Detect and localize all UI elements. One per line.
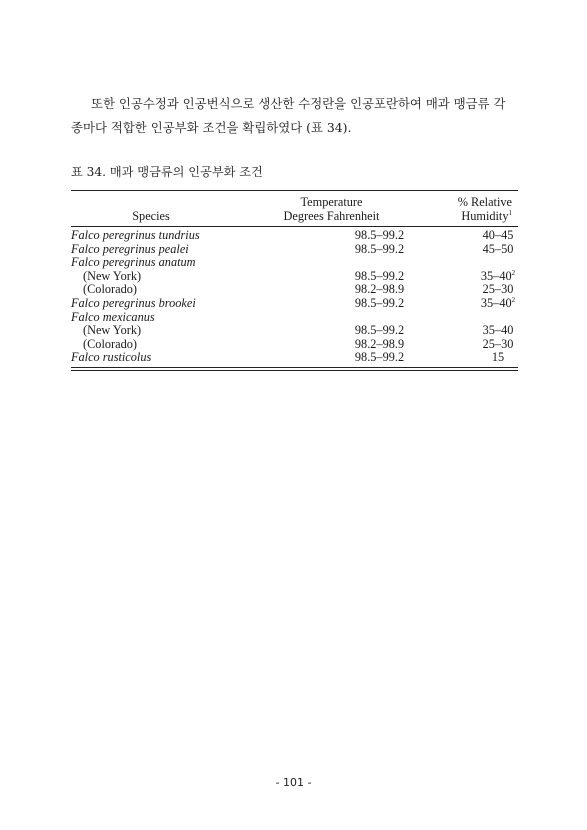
cell-humidity-value: 15 [491, 350, 505, 365]
header-humidity-footnote: 1 [508, 209, 512, 217]
header-humidity [432, 191, 518, 226]
cell-humidity-value: 40–45 [482, 228, 514, 242]
table-row [71, 351, 518, 366]
body-paragraph [71, 92, 521, 140]
cell-species: Falco mexicanus [71, 309, 155, 324]
table-caption: 표 34. 매과 맹금류의 인공부화 조건 [71, 165, 263, 179]
table-row [71, 283, 518, 297]
cell-humidity-value: 35–40 [482, 323, 514, 338]
cell-humidity [432, 338, 518, 352]
cell-species: Falco peregrinus pealei [71, 241, 189, 256]
table-bottom-rule [71, 367, 518, 368]
cell-humidity [432, 243, 518, 257]
table-row [71, 227, 518, 243]
cell-temperature: 98.5–99.2 [354, 323, 405, 338]
paragraph-line-2: 종마다 적합한 인공부화 조건을 확립하였다 (표 34). [71, 120, 352, 135]
cell-species: Falco rusticolus [71, 350, 152, 365]
header-temperature [231, 191, 432, 226]
header-temperature-line2: Degrees Fahrenheit [283, 209, 380, 223]
table-row [71, 243, 518, 257]
cell-humidity-value: 35–40 [480, 295, 512, 310]
cell-humidity-value: 25–30 [482, 282, 514, 297]
cell-species: (Colorado) [83, 336, 137, 351]
cell-humidity-value: 35–40 [480, 268, 512, 283]
cell-humidity [432, 351, 518, 366]
cell-temperature: 98.5–99.2 [354, 295, 405, 310]
cell-temperature: 98.5–99.2 [354, 228, 405, 242]
cell-species: Falco peregrinus anatum [71, 255, 196, 270]
table-bottom-rule-double [71, 370, 518, 371]
cell-humidity [432, 283, 518, 297]
header-temperature-line1: Temperature [300, 195, 363, 209]
cell-species: (New York) [83, 323, 142, 338]
incubation-table [71, 190, 518, 371]
cell-temperature [231, 256, 432, 270]
cell-humidity [432, 297, 518, 311]
table-row [71, 324, 518, 338]
cell-humidity-value: 25–30 [482, 336, 514, 351]
cell-humidity [432, 270, 518, 284]
cell-humidity [432, 256, 518, 270]
cell-humidity-note: 2 [511, 268, 516, 277]
incubation-table-grid [71, 191, 518, 366]
table-row [71, 297, 518, 311]
table-row [71, 270, 518, 284]
cell-temperature: 98.5–99.2 [354, 268, 405, 283]
header-humidity-line1: % Relative [457, 195, 512, 209]
cell-humidity-note: 2 [511, 295, 516, 304]
paragraph-line-1: 또한 인공수정과 인공번식으로 생산한 수정란을 인공포란하여 매과 맹금류 각 [91, 96, 506, 111]
cell-species: (New York) [83, 268, 142, 283]
cell-humidity [432, 311, 518, 325]
cell-species: (Colorado) [83, 282, 137, 297]
header-species: Species [132, 209, 170, 223]
table-header-row [71, 191, 518, 226]
cell-temperature [231, 311, 432, 325]
cell-temperature: 98.5–99.2 [354, 350, 405, 365]
page-number: - 101 - [275, 776, 312, 789]
cell-species: Falco peregrinus tundrius [71, 228, 200, 242]
cell-temperature: 98.5–99.2 [354, 241, 405, 256]
table-row [71, 338, 518, 352]
cell-species: Falco peregrinus brookei [71, 295, 196, 310]
header-humidity-line2: Humidity [461, 209, 509, 223]
cell-humidity-value: 45–50 [482, 241, 514, 256]
cell-temperature: 98.2–98.9 [354, 336, 405, 351]
cell-humidity [432, 324, 518, 338]
table-row [71, 311, 518, 325]
cell-temperature: 98.2–98.9 [354, 282, 405, 297]
table-row [71, 256, 518, 270]
cell-humidity [432, 227, 518, 243]
